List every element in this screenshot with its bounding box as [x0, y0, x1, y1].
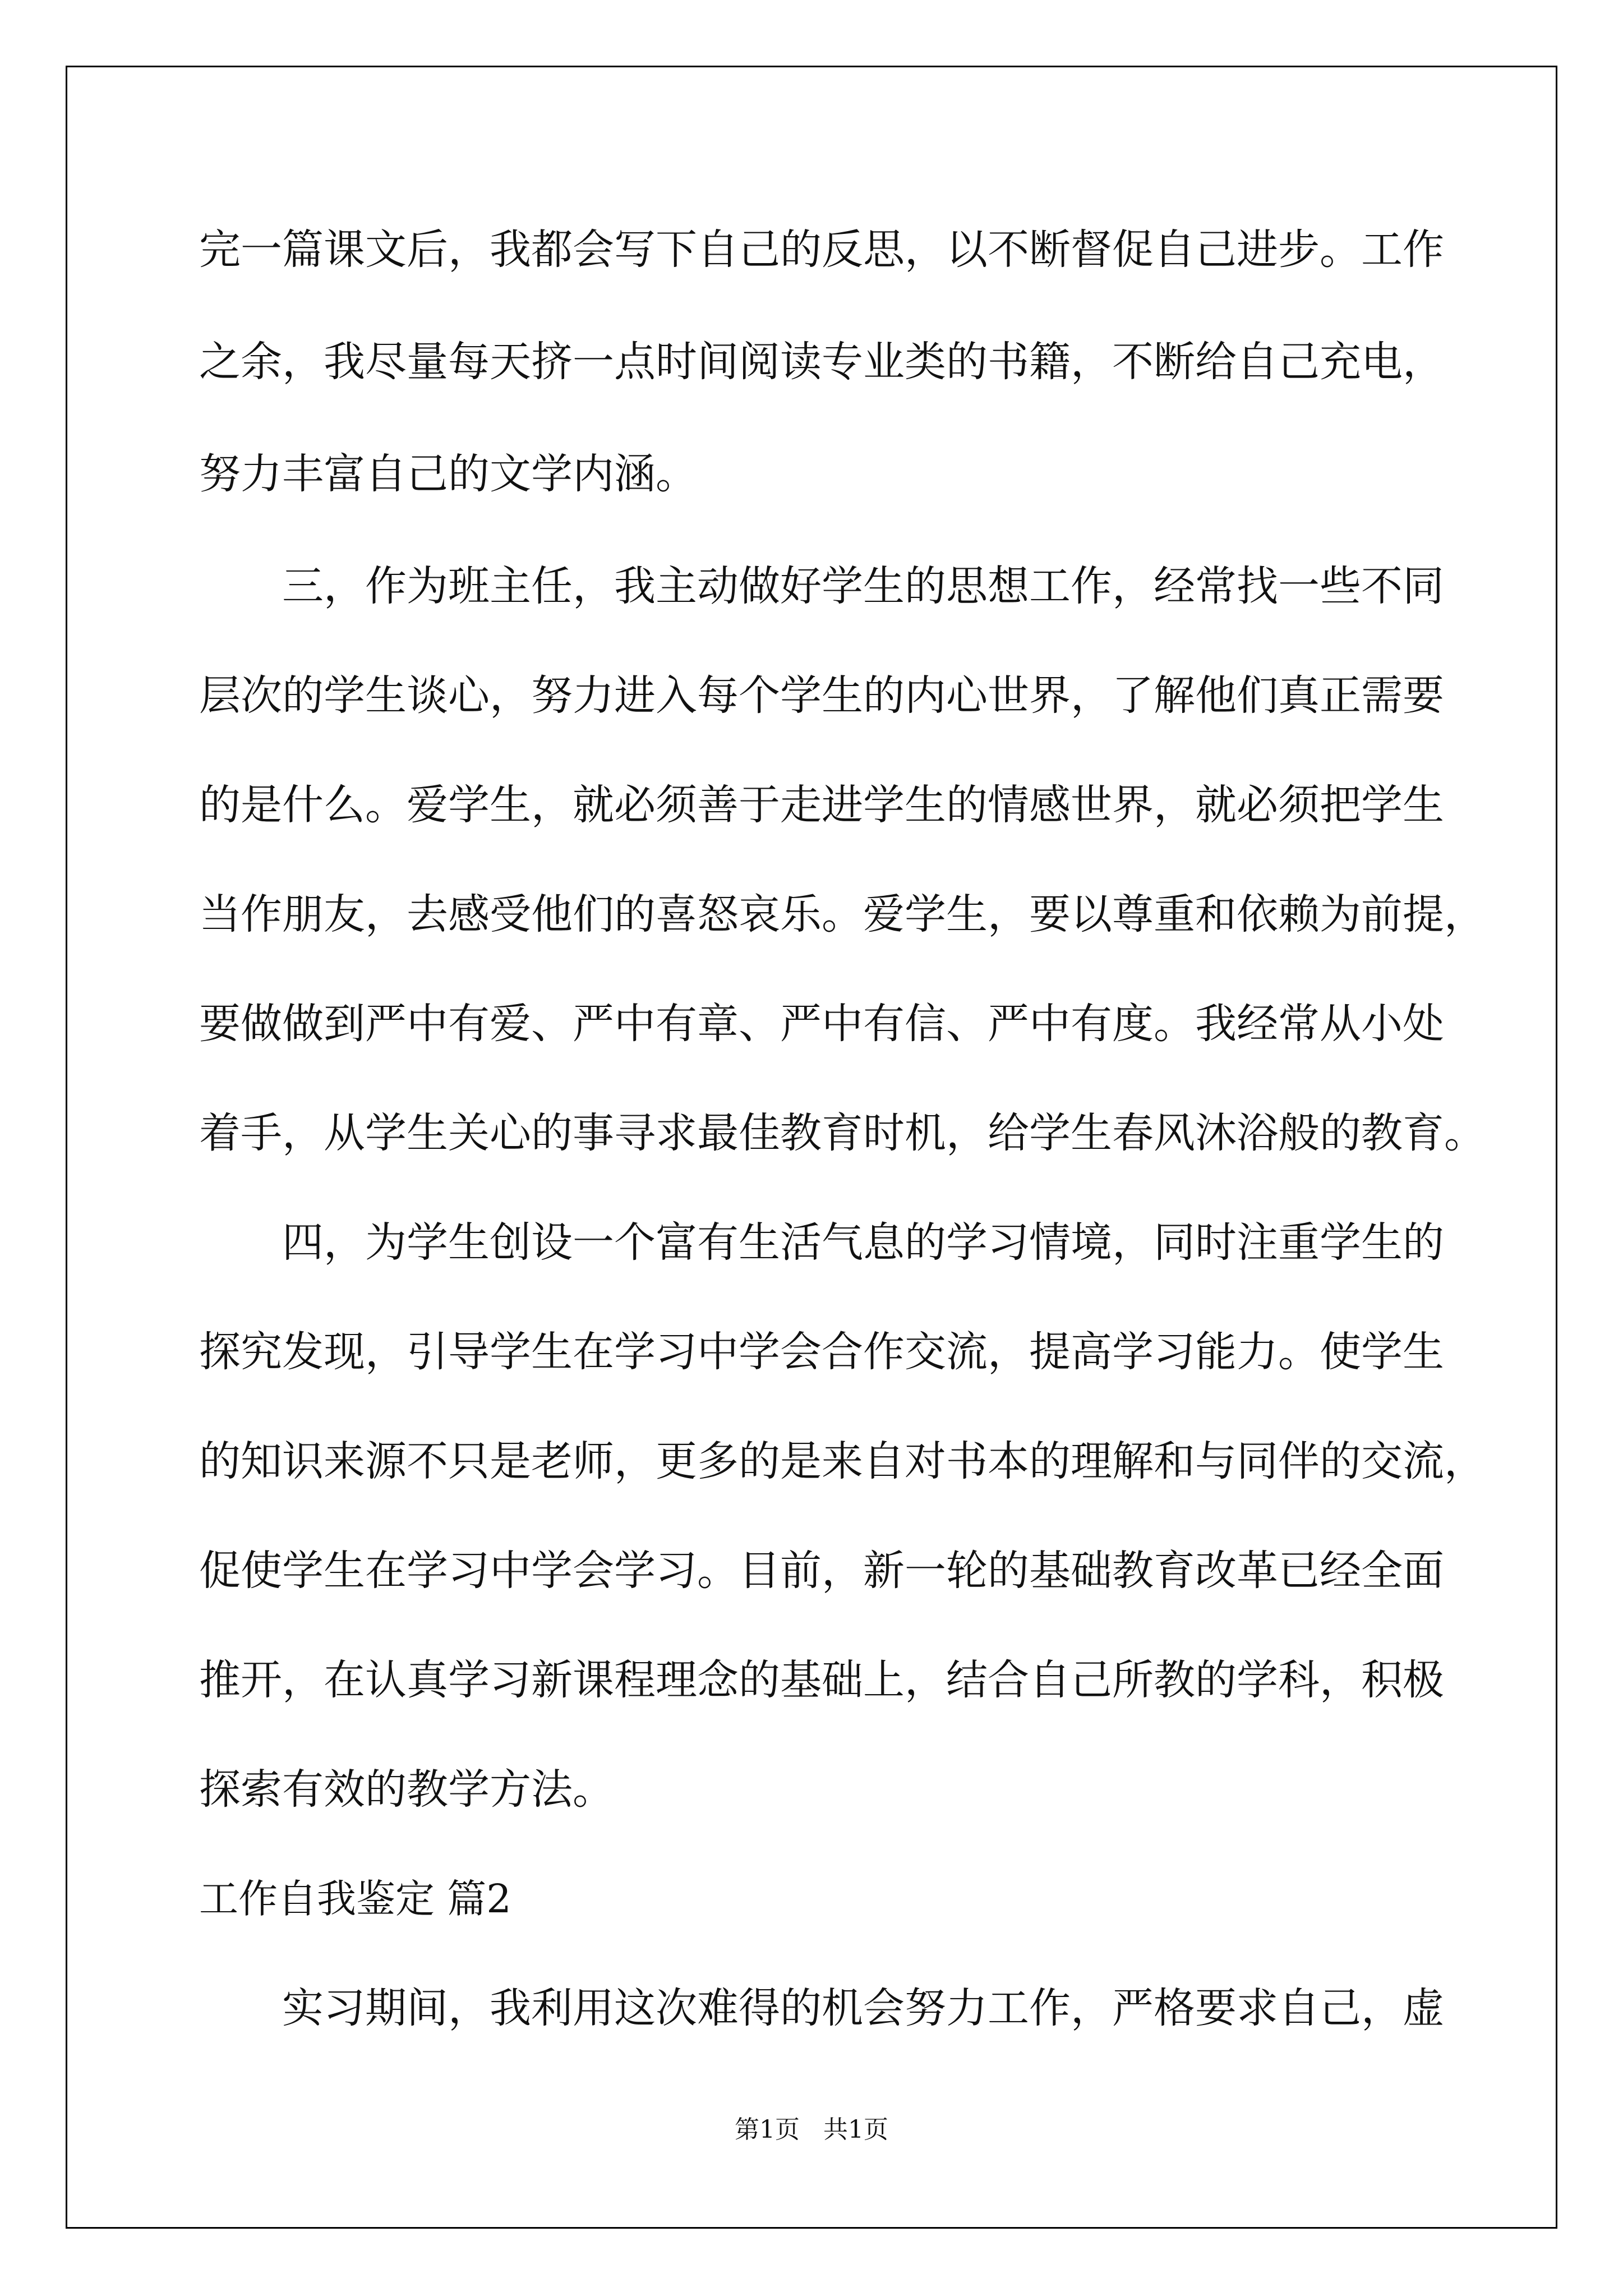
page-total: 共1页	[823, 2115, 888, 2144]
text-line: 要做做到严中有爱、严中有章、严中有信、严中有度。我经常从小处	[199, 1000, 1444, 1048]
section-heading: 工作自我鉴定 篇2	[199, 1876, 511, 1922]
text-line: 推开，在认真学习新课程理念的基础上，结合自己所教的学科，积极	[199, 1656, 1444, 1704]
text-line: 努力丰富自己的文学内涵。	[199, 450, 697, 498]
text-line: 四，为学生创设一个富有生活气息的学习情境，同时注重学生的	[199, 1218, 1444, 1267]
text-line: 实习期间，我利用这次难得的机会努力工作，严格要求自己，虚	[199, 1984, 1444, 2032]
text-line: 之余，我尽量每天挤一点时间阅读专业类的书籍，不断给自己充电，	[199, 338, 1444, 386]
text-line: 当作朋友，去感受他们的喜怒哀乐。爱学生，要以尊重和依赖为前提，	[199, 890, 1486, 938]
text-line: 的是什么。爱学生，就必须善于走进学生的情感世界，就必须把学生	[199, 781, 1444, 829]
text-line: 着手，从学生关心的事寻求最佳教育时机，给学生春风沐浴般的教育。	[199, 1109, 1486, 1157]
text-line: 的知识来源不只是老师，更多的是来自对书本的理解和与同伴的交流，	[199, 1437, 1486, 1485]
text-line: 层次的学生谈心，努力进入每个学生的内心世界，了解他们真正需要	[199, 671, 1444, 720]
page-footer	[0, 2109, 1623, 2145]
text-line: 三，作为班主任，我主动做好学生的思想工作，经常找一些不同	[199, 562, 1444, 610]
text-line: 完一篇课文后，我都会写下自己的反思，以不断督促自己进步。工作	[199, 226, 1444, 274]
text-line: 探索有效的教学方法。	[199, 1765, 614, 1814]
text-line: 探究发现，引导学生在学习中学会合作交流，提高学习能力。使学生	[199, 1328, 1444, 1376]
page-number: 第1页	[735, 2115, 800, 2144]
text-line: 促使学生在学习中学会学习。目前，新一轮的基础教育改革已经全面	[199, 1547, 1444, 1595]
